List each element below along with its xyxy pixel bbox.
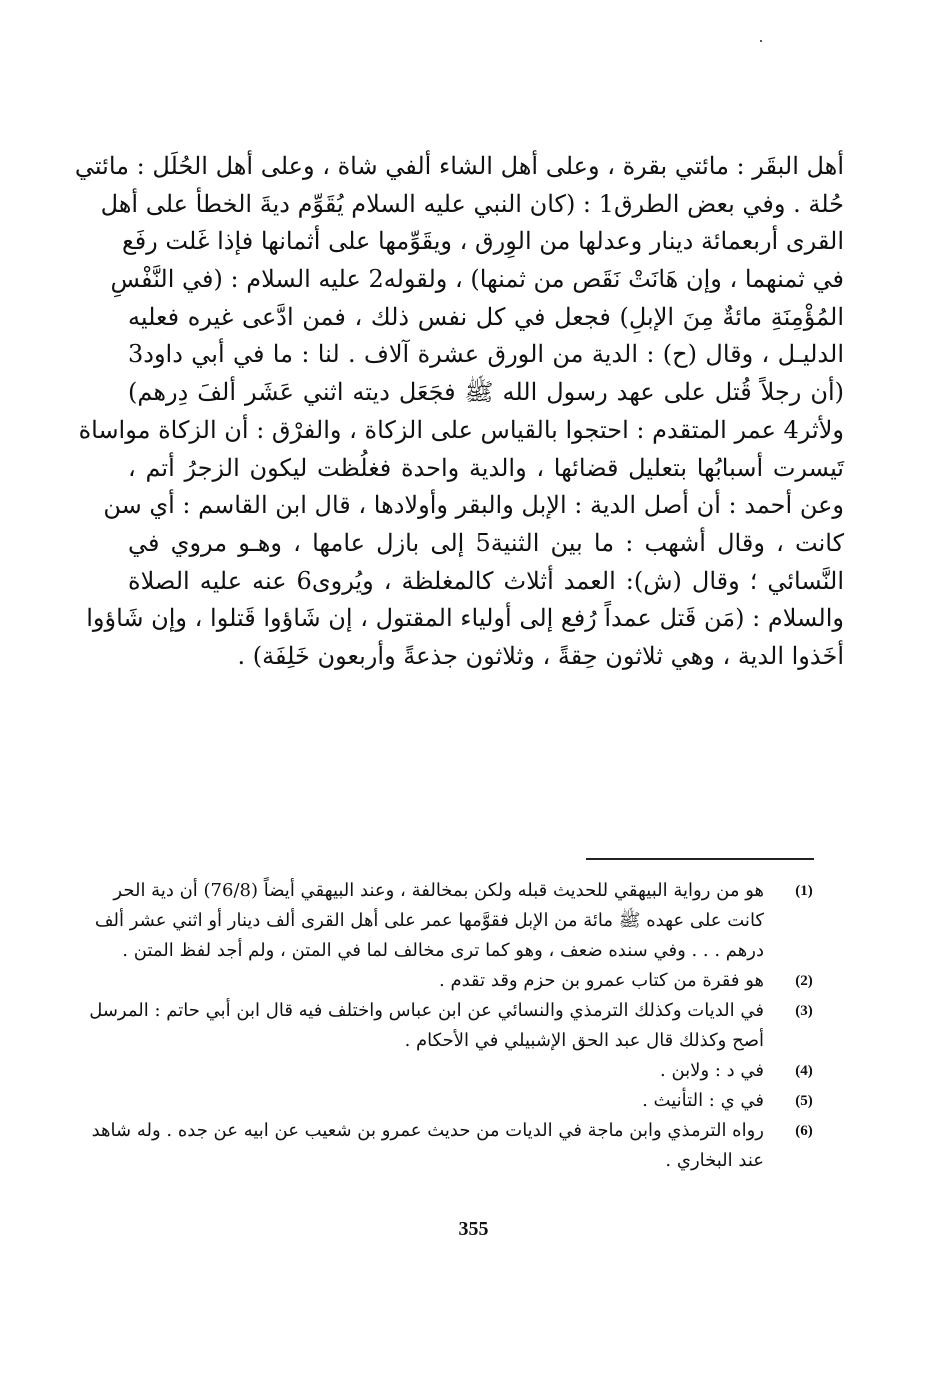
footnote bbox=[91, 1116, 824, 1176]
footnote bbox=[140, 966, 824, 996]
text-line: وعن أحمد : أن أصل الدية : الإبل والبقر وأولادها ، قال ابن القاسم : أي سن bbox=[103, 491, 844, 520]
footnote-line: هو فقرة من كتاب عمرو بن حزم وقد تقدم . bbox=[439, 970, 764, 991]
footnote-line: في ي : التأنيث . bbox=[642, 1090, 764, 1111]
footnote-number: (4) bbox=[795, 1063, 813, 1079]
text-line: المُؤْمِنَةِ مائةٌ مِنَ الإبلِ) فجعل في كل نفس ذلك ، فمن ادَّعى غيره فعليه bbox=[128, 302, 844, 331]
text-line: تَيسرت أسبابُها بتعليل قضائها ، والدية واحدة فغلُظت ليكون الزجرُ أتم ، bbox=[128, 453, 844, 482]
text-line: ولأثر4 عمر المتقدم : احتجوا بالقياس على الزكاة ، والفرْق : أن الزكاة مواساة bbox=[78, 415, 844, 444]
footnote-line: في د : ولابن . bbox=[660, 1060, 764, 1081]
footnote bbox=[140, 1086, 824, 1116]
footnote bbox=[140, 1056, 824, 1086]
footnote-number: (3) bbox=[795, 1003, 813, 1019]
text-line: النَّسائي ؛ وقال (ش): العمد أثلاث كالمغلظة ، ويُروى6 عنه عليه الصلاة bbox=[128, 566, 844, 595]
text-line: كانت ، وقال أشهب : ما بين الثنية5 إلى بازل عامها ، وهـو مروي في bbox=[128, 528, 845, 557]
scan-speck bbox=[760, 40, 762, 42]
text-line: في ثمنهما ، وإن هَانَتْ نَقَص من ثمنها) ، ولقوله2 عليه السلام : (في النَّفْسِ bbox=[110, 265, 844, 294]
footnote-line: درهم . . . وفي سنده ضعف ، وهو كما ترى مخالف لما في المتن ، ولم أجد لفظ المتن . bbox=[122, 940, 764, 961]
footnote-line: أصح وكذلك قال عبد الحق الإشبيلي في الأحكام . bbox=[404, 1030, 764, 1051]
footnotes-section bbox=[89, 876, 824, 1176]
footnote-line: عند البخاري . bbox=[665, 1150, 764, 1171]
footnote-separator bbox=[586, 858, 814, 860]
text-line: القرى أربعمائة دينار وعدلها من الوِرق ، ويقَوِّمها على أثمانها فإذا غَلت رفَع bbox=[121, 227, 844, 256]
main-text bbox=[74, 148, 845, 676]
footnote-line: كانت على عهده ﷺ مائة من الإبل فقوَّمها عمر على أهل القرى ألف دينار أو اثني عشر ألف bbox=[94, 910, 764, 931]
footnote-line: هو من رواية البيهقي للحديث قبله ولكن بمخالفة ، وعند البيهقي أيضاً (76/8) أن دية الحر bbox=[113, 880, 764, 901]
text-line: أهل البقَر : مائتي بقرة ، وعلى أهل الشاء ألفي شاة ، وعلى أهل الحُلَل : مائتي bbox=[74, 152, 844, 180]
text-line: والسلام : (مَن قَتل عمداً رُفع إلى أولياء المقتول ، إن شَاؤوا قَتلوا ، وإن شَاؤوا bbox=[86, 604, 844, 633]
footnote-number: (6) bbox=[795, 1123, 813, 1139]
footnote-number: (5) bbox=[795, 1093, 813, 1109]
text-line: أخَذوا الدية ، وهي ثلاثون حِقةً ، وثلاثون جذعةً وأربعون خَلِفَة) . bbox=[237, 641, 844, 670]
footnote-line: رواه الترمذي وابن ماجة في الديات من حديث عمرو بن شعيب عن ابيه عن جده . وله شاهد bbox=[91, 1120, 764, 1141]
footnote bbox=[89, 996, 824, 1056]
text-line: الدليـل ، وقال (ح) : الدية من الورق عشرة آلاف . لنا : ما في أبي داود3 bbox=[128, 340, 844, 369]
footnote-line: في الديات وكذلك الترمذي والنسائي عن ابن عباس واختلف فيه قال ابن أبي حاتم : المرسل bbox=[89, 1000, 764, 1021]
text-line: حُلة . وفي بعض الطرق1 : (كان النبي عليه السلام يُقَوِّم ديةَ الخطأ على أهل bbox=[100, 189, 844, 218]
footnote-number: (2) bbox=[795, 973, 813, 989]
footnote bbox=[94, 876, 824, 966]
footnote-number: (1) bbox=[795, 883, 813, 899]
page-number: 355 bbox=[458, 1218, 489, 1240]
text-line: (أن رجلاً قُتل على عهد رسول الله ﷺ فجَعَل ديته اثني عَشَر ألفَ دِرهم) bbox=[128, 378, 844, 407]
